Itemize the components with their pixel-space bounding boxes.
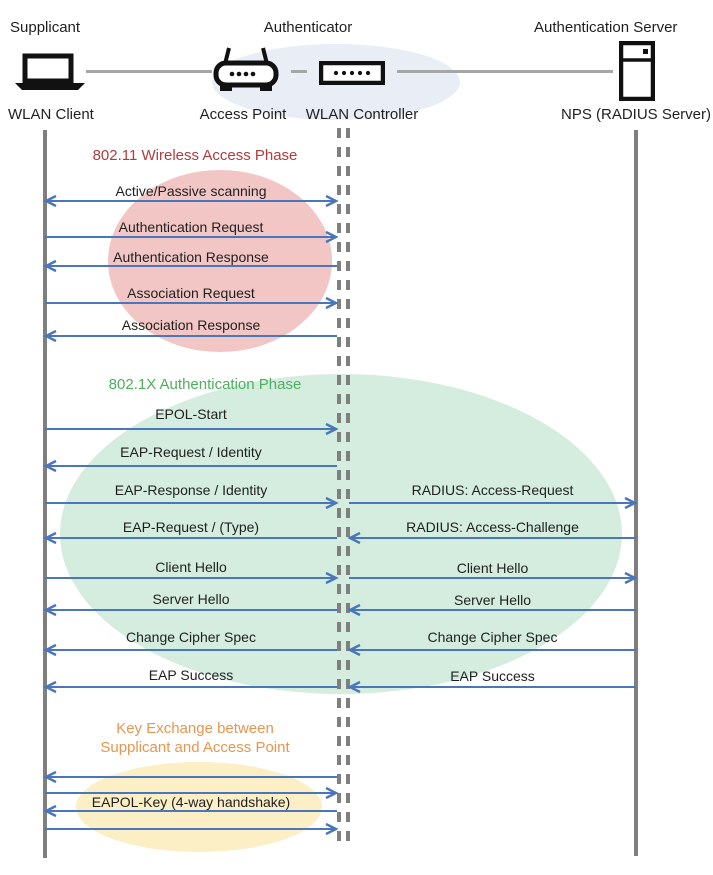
message-label: Change Cipher Spec	[427, 629, 558, 645]
message-label: Authentication Response	[113, 249, 269, 265]
supplicant-role-label: Supplicant	[10, 19, 81, 36]
server-device-label: NPS (RADIUS Server)	[560, 106, 712, 123]
message-label: Change Cipher Spec	[126, 629, 256, 645]
message-label: RADIUS: Access-Request	[411, 482, 574, 498]
access-point-lifeline	[337, 128, 341, 850]
phase3-title-line1: Key Exchange between	[116, 720, 274, 737]
message-arrow	[45, 422, 337, 436]
phase3-title-line2: Supplicant and Access Point	[100, 739, 290, 756]
message-label: Association Request	[127, 285, 255, 301]
phase3-title	[60, 719, 330, 757]
message-label: Authentication Request	[118, 219, 264, 235]
message-label: EAP Success	[148, 667, 234, 683]
client-to-ap-connector	[86, 70, 212, 73]
message-label: EAP-Request / (Type)	[122, 519, 260, 535]
phase2-title: 802.1X Authentication Phase	[108, 376, 302, 393]
ap-to-controller-connector	[291, 70, 307, 73]
access-point-device-label: Access Point	[199, 106, 287, 123]
message-arrow	[45, 459, 337, 473]
wlan-controller-icon	[319, 61, 385, 85]
message-label: Active/Passive scanning	[115, 183, 267, 199]
message-label: Server Hello	[453, 592, 532, 608]
server-icon	[619, 41, 655, 101]
supplicant-device-label: WLAN Client	[8, 106, 94, 123]
laptop-icon	[15, 53, 85, 91]
message-label: RADIUS: Access-Challenge	[406, 519, 579, 535]
message-arrow	[45, 822, 337, 836]
controller-to-server-connector	[397, 70, 613, 73]
server-role-label: Authentication Server	[534, 19, 678, 36]
phase1-title: 802.11 Wireless Access Phase	[92, 147, 298, 164]
message-arrow	[45, 770, 337, 784]
message-label: Server Hello	[152, 591, 230, 607]
authenticator-role-label: Authenticator	[263, 19, 353, 36]
message-label: EAP-Request / Identity	[120, 444, 262, 460]
message-label: EAP Success	[450, 668, 535, 684]
wlan-controller-device-label: WLAN Controller	[305, 106, 419, 123]
access-point-icon	[213, 47, 279, 92]
message-label: EAP-Response / Identity	[114, 482, 268, 498]
message-label: Client Hello	[155, 559, 227, 575]
message-label: EAPOL-Key (4-way handshake)	[91, 794, 291, 810]
message-label: Association Response	[121, 317, 261, 333]
message-label: EPOL-Start	[155, 406, 227, 422]
message-label: Client Hello	[456, 560, 529, 576]
